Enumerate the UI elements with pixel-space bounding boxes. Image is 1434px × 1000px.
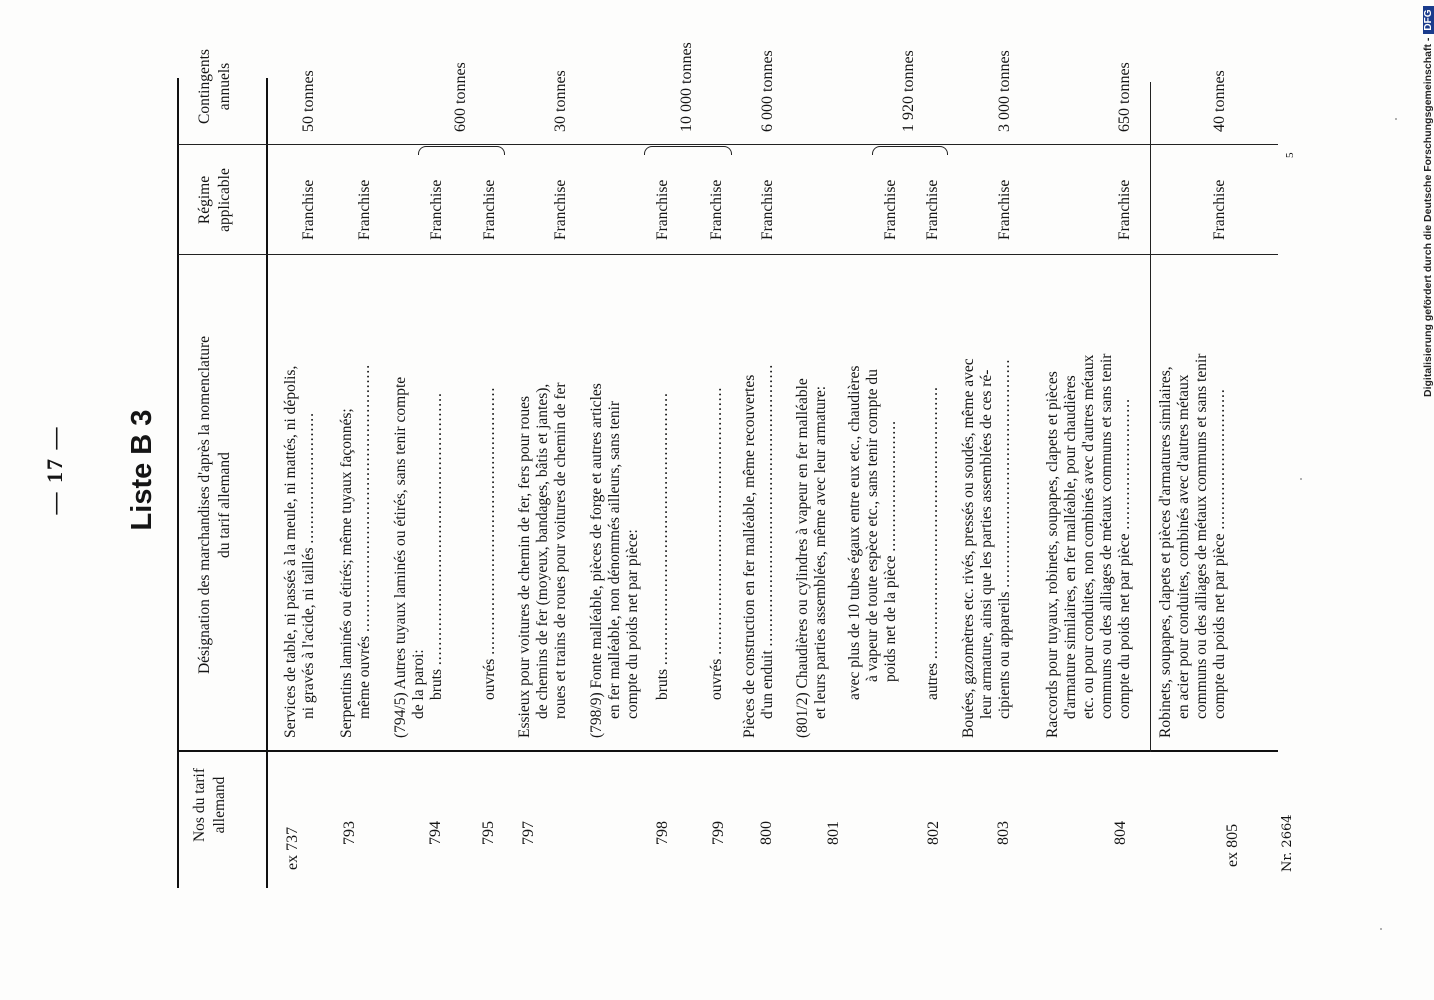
group-brace xyxy=(644,146,732,155)
designation-line: communs ou des alliages de métaux communs et sans tenir xyxy=(1098,353,1115,719)
contingent-value: 600 tonnes xyxy=(452,62,469,132)
header-designation: Désignation des marchandises d'après la nomenclature du tarif allemand xyxy=(196,335,233,675)
contingent-value: 40 tonnes xyxy=(1211,70,1228,132)
contingent-value: 30 tonnes xyxy=(552,70,569,132)
designation-line: Serpentins laminés ou étirés; même tuyaux façonnés; xyxy=(338,408,355,738)
tariff-number: 798 xyxy=(654,821,671,845)
contingent-value: 50 tonnes xyxy=(300,70,317,132)
designation-line-text: compte du poids net par pièce xyxy=(1211,533,1228,719)
table-top-rule xyxy=(177,78,179,888)
header-bottom-rule xyxy=(266,78,268,888)
regime-value: Franchise xyxy=(759,179,776,240)
designation-line: à vapeur de toute espèce etc., sans tenir compte du xyxy=(864,369,881,682)
designation-line: autres ........................................................ xyxy=(924,386,941,700)
scan-speck xyxy=(1395,118,1397,120)
regime-value: Franchise xyxy=(708,179,725,240)
designation-line-text: ouvrés xyxy=(708,658,725,700)
regime-value: Franchise xyxy=(481,179,498,240)
tariff-number: 794 xyxy=(427,821,444,845)
group-brace xyxy=(418,146,505,155)
contingent-value: 1 920 tonnes xyxy=(900,50,917,132)
tariff-number: 802 xyxy=(925,821,942,845)
designation-line-text: ni gravés à l'acide, ni taillés xyxy=(300,547,317,719)
designation-line: cipients ou appareils ............................................... xyxy=(996,358,1013,719)
designation-line: leur armature, ainsi que les parties assemblées de ces ré- xyxy=(978,369,995,719)
regime-value: Franchise xyxy=(300,179,317,240)
header-contingents: Contingents annuels xyxy=(196,49,233,124)
tariff-number: 804 xyxy=(1112,821,1129,845)
regime-value: Franchise xyxy=(428,179,445,240)
designation-line-text: même ouvrés xyxy=(356,635,373,719)
designation-line: etc. ou pour conduites, non combinés avec d'autres métaux xyxy=(1080,354,1097,719)
designation-line: Services de table, ni passés à la meule, ni mattés, ni dépolis, xyxy=(282,365,299,738)
regime-value: Franchise xyxy=(654,179,671,240)
designation-line-text: bruts xyxy=(428,669,445,700)
tariff-number: ex 805 xyxy=(1224,823,1241,867)
designation-line: Bouées, gazomètres etc. rivés, pressés ou soudés, même avec xyxy=(960,358,977,738)
designation-line: d'un enduit .......................................................... xyxy=(759,363,776,719)
tariff-number: 803 xyxy=(995,821,1012,845)
designation-line: compte du poids net par pièce: xyxy=(624,529,641,719)
designation-line: et leurs parties assemblées, même avec leur armature: xyxy=(812,385,829,719)
designation-line: poids net de la pièce ........................... xyxy=(882,419,899,682)
signature-mark: 5 xyxy=(1284,152,1296,158)
designation-line: Robinets, soupapes, clapets et pièces d'armatures similaires, xyxy=(1157,366,1174,738)
contingent-value: 650 tonnes xyxy=(1116,62,1133,132)
document-reference: Nr. 2664 xyxy=(1280,814,1295,872)
tariff-number: 801 xyxy=(825,821,842,845)
designation-line: avec plus de 10 tubes égaux entre eux etc., chaudières xyxy=(846,365,863,700)
designation-line: communs ou des alliages de métaux communs et sans tenir xyxy=(1193,353,1210,719)
page-title: Liste B 3 xyxy=(126,409,158,531)
designation-line-text: d'un enduit xyxy=(759,650,776,719)
designation-line: compte du poids net par pièce ............................. xyxy=(1211,388,1228,719)
designation-line: de la paroi: xyxy=(410,649,427,719)
header-regime: Régime applicable xyxy=(196,168,233,232)
regime-value: Franchise xyxy=(356,179,373,240)
tariff-number: ex 737 xyxy=(284,826,301,870)
designation-line: en acier pour conduites, combinés avec d'autres métaux xyxy=(1175,374,1192,719)
tariff-number: 799 xyxy=(710,821,727,845)
designation-line-text: poids net de la pièce xyxy=(882,555,899,682)
designation-line-text: cipients ou appareils xyxy=(996,591,1013,719)
regime-value: Franchise xyxy=(1211,179,1228,240)
tariff-number: 793 xyxy=(341,821,358,845)
designation-line: de chemins de fer (moyeux, bandages, bâtis et jantes), xyxy=(534,383,551,719)
page-number: — 17 — xyxy=(42,425,67,515)
designation-line: Pièces de construction en fer malléable, même recouvertes xyxy=(741,374,758,738)
dfg-credit xyxy=(1422,7,1434,398)
column-rule-contingents xyxy=(178,144,1278,145)
tariff-number: 797 xyxy=(520,821,537,845)
regime-value: Franchise xyxy=(1116,179,1133,240)
designation-line: (798/9) Fonte malléable, pièces de forge et autres articles xyxy=(588,383,605,738)
designation-line-text: compte du poids net par pièce xyxy=(1116,533,1133,719)
designation-line: roues et trains de roues pour voitures de chemin de fer xyxy=(552,382,569,719)
regime-value: Franchise xyxy=(882,179,899,240)
group-brace xyxy=(872,146,948,155)
designation-line-text: ouvrés xyxy=(481,658,498,700)
regime-value: Franchise xyxy=(552,179,569,240)
contingent-value: 6 000 tonnes xyxy=(759,50,776,132)
column-rule-tariff xyxy=(178,750,1278,752)
tariff-number: 795 xyxy=(480,821,497,845)
header-tariff: Nos du tarif allemand xyxy=(191,767,228,843)
regime-value: Franchise xyxy=(924,179,941,240)
designation-line: ouvrés ....................................................... xyxy=(708,386,725,700)
scan-speck xyxy=(1300,478,1302,480)
contingent-value: 3 000 tonnes xyxy=(996,50,1013,132)
tariff-number: 800 xyxy=(758,821,775,845)
designation-line: compte du poids net par pièce ........................... xyxy=(1116,397,1133,719)
designation-line: Raccords pour tuyaux, robinets, soupapes, clapets et pièces xyxy=(1044,371,1061,738)
dfg-logo: DFG xyxy=(1423,7,1434,34)
designation-line: même ouvrés ....................................................... xyxy=(356,363,373,719)
designation-line: en fer malléable, non dénommés ailleurs, sans tenir xyxy=(606,400,623,719)
designation-line-text: bruts xyxy=(654,669,671,700)
section-rule xyxy=(1150,82,1151,752)
dfg-credit-text: Digitalisierung gefördert durch die Deutsche Forschungsgemeinschaft - xyxy=(1422,37,1434,397)
designation-line: bruts ........................................................ xyxy=(428,392,445,700)
designation-line-text: autres xyxy=(924,662,941,700)
designation-line: (801/2) Chaudières ou cylindres à vapeur en fer malléable xyxy=(794,378,811,738)
designation-line: (794/5) Autres tuyaux laminés ou étirés, sans tenir compte xyxy=(392,376,409,738)
designation-line: d'armature similaires, en fer malléable, pour chaudières xyxy=(1062,375,1079,719)
contingent-value: 10 000 tonnes xyxy=(678,42,695,132)
scan-speck xyxy=(1380,928,1382,930)
regime-value: Franchise xyxy=(996,179,1013,240)
designation-line: ni gravés à l'acide, ni taillés ........................... xyxy=(300,411,317,719)
designation-line: bruts ........................................................ xyxy=(654,392,671,700)
designation-line: ouvrés ....................................................... xyxy=(481,386,498,700)
column-rule-regime xyxy=(178,254,1278,255)
designation-line: Essieux pour voitures de chemin de fer, fers pour roues xyxy=(516,396,533,738)
